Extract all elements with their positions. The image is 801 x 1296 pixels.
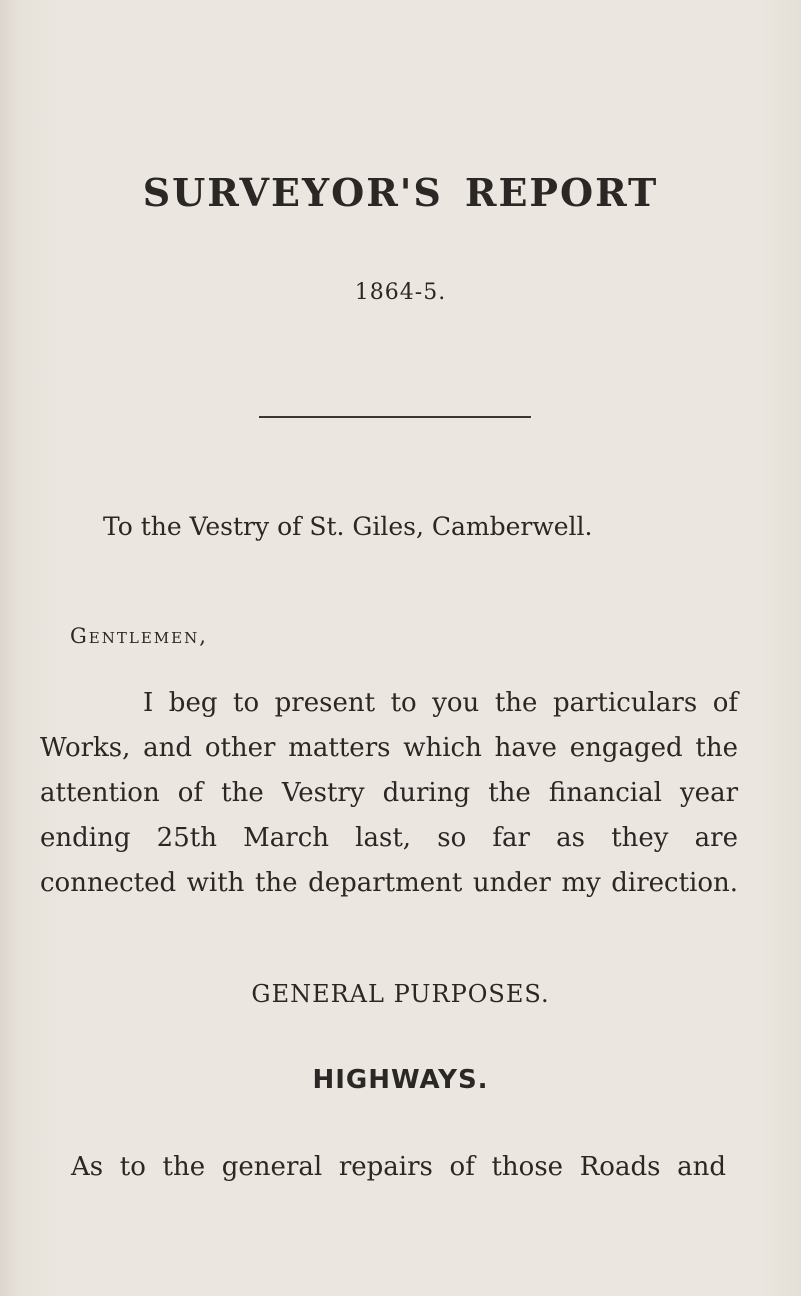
- report-title-part2: REPORT: [464, 170, 659, 215]
- paragraph-line: attention of the Vestry during the financial year: [40, 778, 738, 808]
- paragraph-line: Works, and other matters which have engaged the: [40, 733, 738, 763]
- section-heading-general-purposes: GENERAL PURPOSES.: [251, 980, 550, 1008]
- paragraph-line: As to the general repairs of those Roads and: [71, 1152, 726, 1182]
- section-heading-highways: HIGHWAYS.: [312, 1065, 489, 1095]
- intro-paragraph: [40, 681, 738, 906]
- address-line: To the Vestry of St. Giles, Camberwell.: [103, 512, 593, 541]
- report-title-part1: SURVEYOR'S: [142, 170, 443, 215]
- paragraph-line: I beg to present to you the particulars of: [143, 688, 738, 718]
- paragraph-line: connected with the department under my direction.: [40, 868, 738, 898]
- report-title: [0, 170, 801, 215]
- report-year: 1864-5.: [354, 280, 447, 305]
- divider-rule: [259, 416, 531, 418]
- salutation: Gentlemen,: [70, 624, 208, 648]
- paragraph-line: ending 25th March last, so far as they are: [40, 823, 738, 853]
